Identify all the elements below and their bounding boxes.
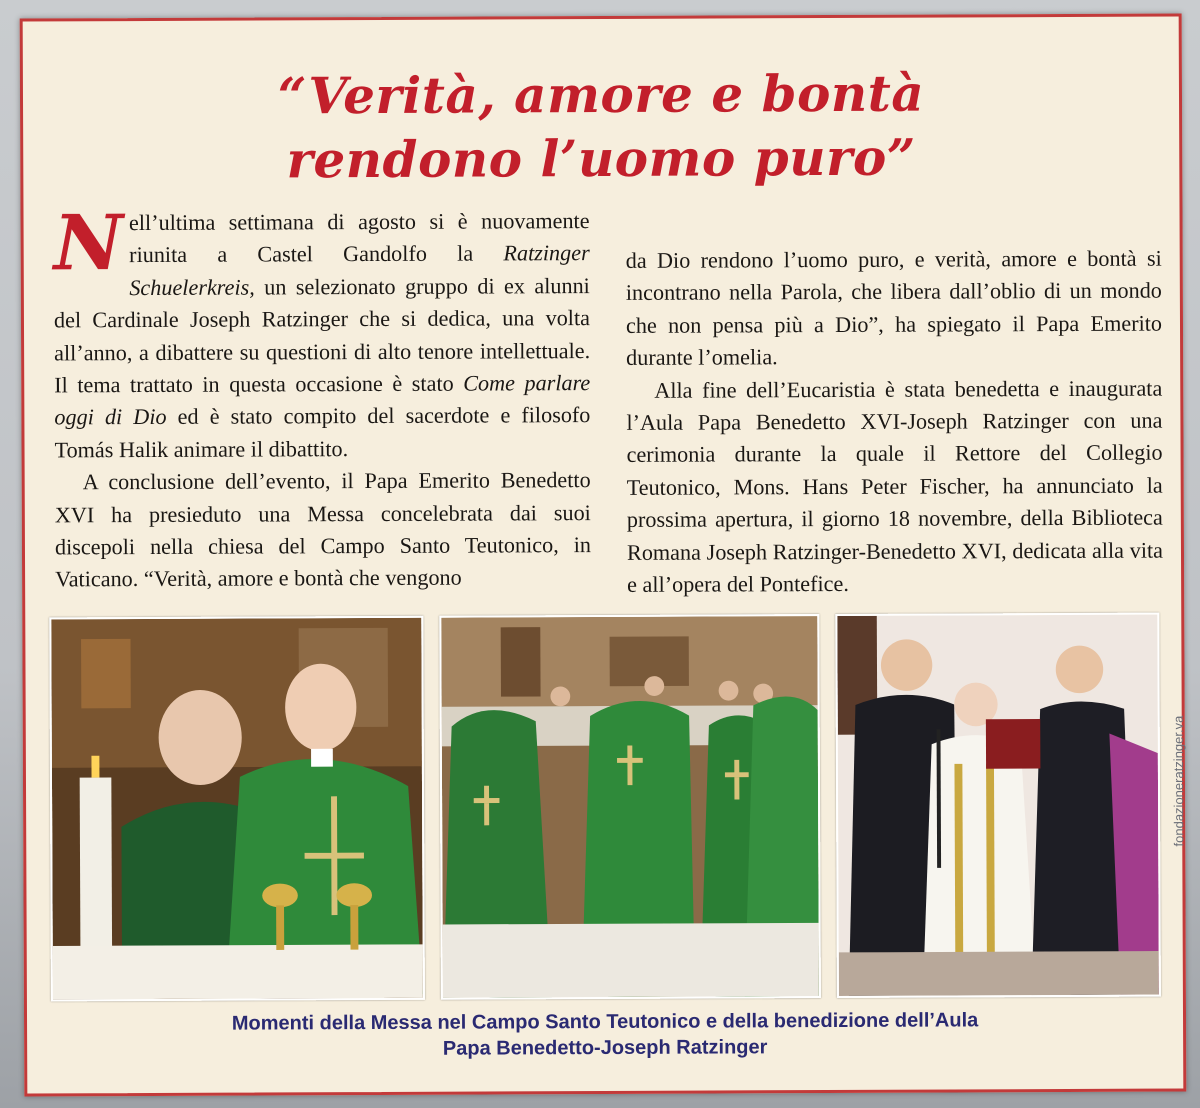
caption-line-2: Papa Benedetto-Joseph Ratzinger: [442, 1036, 768, 1060]
article-paragraph: A conclusione dell’evento, il Papa Emerito Benedetto XVI ha presieduto una Messa concelebrata dai suoi discepoli nella chiesa del Campo Santo Teutonico, in Vaticano. “Verità, amore e bontà che vengono: [54, 467, 592, 592]
text-run: un selezionato gruppo di ex alunni del Cardinale Joseph Ratzinger che si dedica, una volta all’anno, a dibattere su questioni di alto tenore intellettuale. Il tema trattato in questa occasione è stato: [53, 272, 591, 398]
photo-concelebration: [439, 614, 821, 1000]
headline: [23, 60, 1180, 193]
italic-text-run: Ratzinger Schuelerkreis,: [129, 240, 590, 300]
article-paragraph: [53, 198, 591, 467]
photo-aula-blessing: [835, 613, 1161, 998]
article-column-right: [626, 243, 1164, 602]
magazine-page: [20, 13, 1187, 1096]
article-column-left: [53, 198, 592, 596]
photo-mass-altar: [49, 616, 425, 1002]
text-run: ed è stato compito del sacerdote e filosofo Tomás Halik animare il dibattito.: [54, 402, 591, 463]
article-paragraph: da Dio rendono l’uomo puro, e verità, amore e bontà si incontrano nella Parola, che libera dall’oblio di un mondo che non pensa più a Dio”, ha spiegato il Papa Emerito durante l’omelia.: [625, 245, 1163, 371]
headline-line-1: “Verità, amore e bontà: [277, 63, 925, 126]
text-run: ell’ultima settimana di agosto si è nuovamente riunita a Castel Gandolfo la: [128, 208, 590, 268]
drop-cap: N: [53, 198, 124, 288]
caption-line-1: Momenti della Messa nel Campo Santo Teutonico e della benedizione dell’Aula: [231, 1009, 979, 1035]
article-paragraph: Alla fine dell’Eucaristia è stata benedetta e inaugurata l’Aula Papa Benedetto XVI-Joseph Ratzinger con una cerimonia durante la quale il Rettore del Collegio Teutonico, Mons. Hans Peter Fischer, ha annunciato la prossima apertura, il giorno 18 novembre, della Biblioteca Romana Joseph Ratzinger-Benedetto XVI, dedicata alla vita e all’opera del Pontefice.: [626, 375, 1164, 597]
photo-caption: [27, 1006, 1183, 1063]
photo-credit: fondazioneratzinger.va: [1170, 715, 1187, 847]
photo-strip: [45, 613, 1169, 1006]
italic-text-run: Come parlare oggi di Dio: [54, 370, 591, 430]
headline-line-2: rendono l’uomo puro”: [286, 127, 917, 190]
